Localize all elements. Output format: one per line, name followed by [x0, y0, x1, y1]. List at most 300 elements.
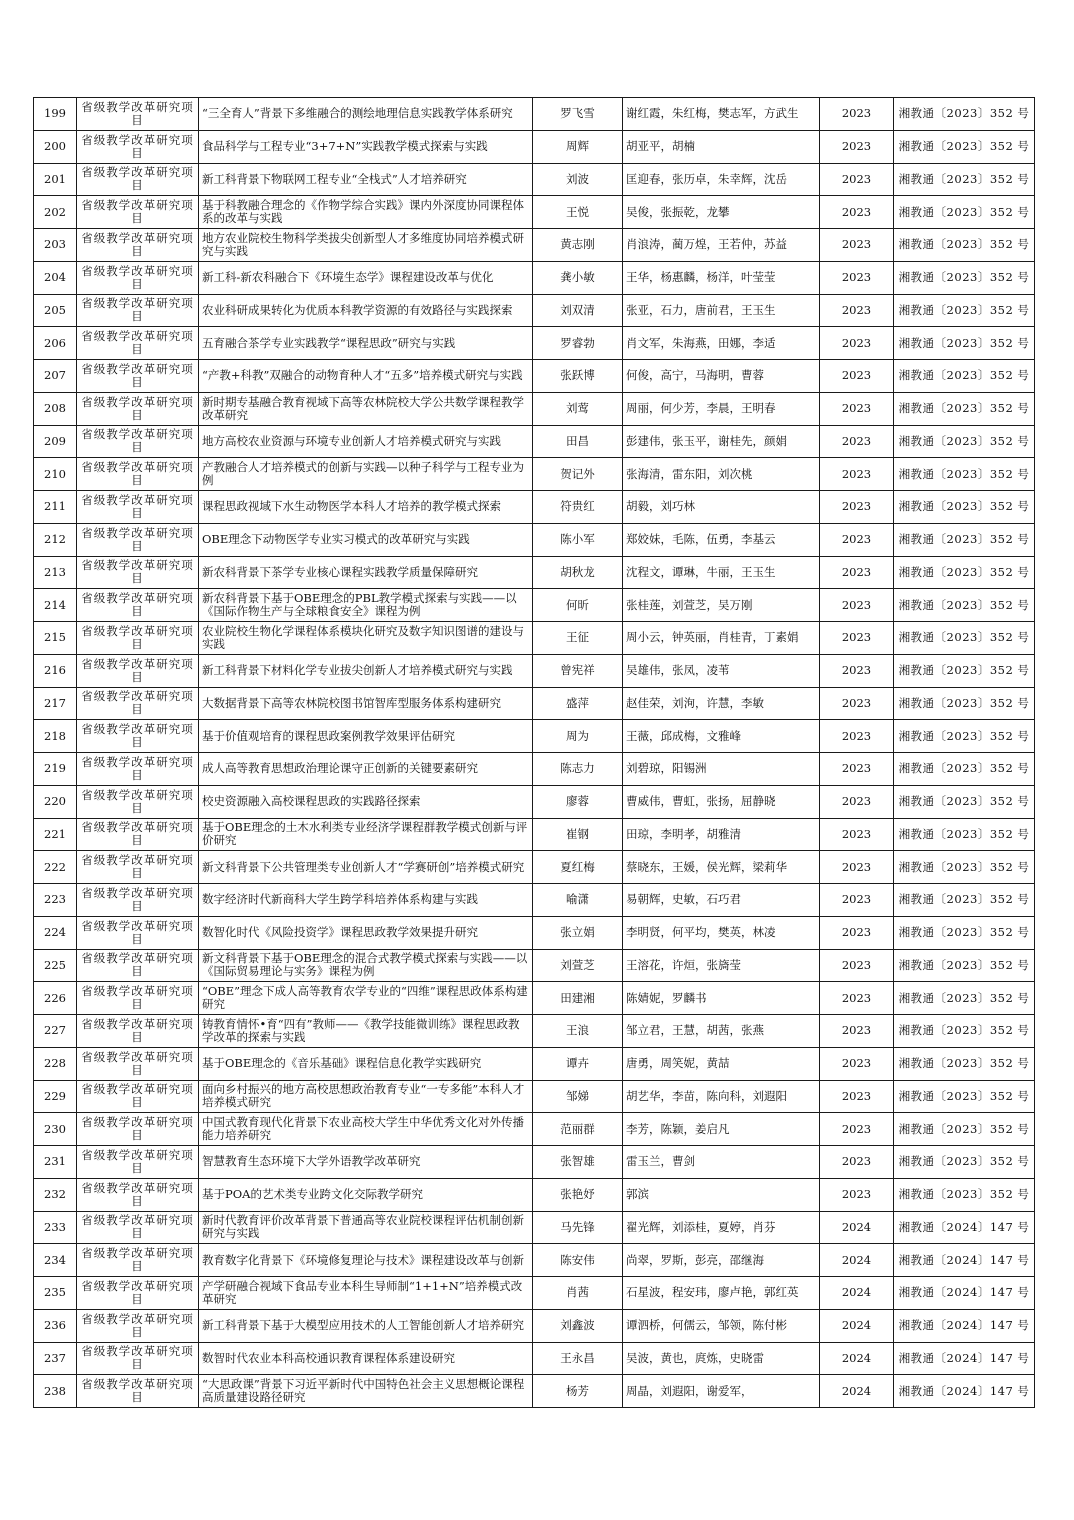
document-number-cell: 湘教通〔2023〕352 号	[894, 196, 1035, 229]
row-number-cell: 217	[34, 687, 77, 720]
table-row	[34, 229, 1035, 262]
table-row	[34, 654, 1035, 687]
project-title-cell: 基于POA的艺术类专业跨文化交际教学研究	[199, 1178, 533, 1211]
project-title-cell: 成人高等教育思想政治理论课守正创新的关键要素研究	[199, 753, 533, 786]
table-row	[34, 294, 1035, 327]
year-cell: 2024	[820, 1342, 894, 1375]
table-row	[34, 851, 1035, 884]
year-cell: 2023	[820, 491, 894, 524]
project-title-cell: 新工科背景下基于大模型应用技术的人工智能创新人才培养研究	[199, 1309, 533, 1342]
project-title-cell: 数智时代农业本科高校通识教育课程体系建设研究	[199, 1342, 533, 1375]
row-number-cell: 226	[34, 982, 77, 1015]
year-cell: 2023	[820, 1113, 894, 1146]
project-title-cell: “产教+科教”双融合的动物育种人才“五多”培养模式研究与实践	[199, 360, 533, 393]
table-row	[34, 1080, 1035, 1113]
row-number-cell: 204	[34, 261, 77, 294]
document-number-cell: 湘教通〔2023〕352 号	[894, 458, 1035, 491]
leader-cell: 黄志刚	[533, 229, 623, 262]
table-row	[34, 491, 1035, 524]
category-cell: 省级教学改革研究项目	[77, 851, 199, 884]
year-cell: 2023	[820, 360, 894, 393]
leader-cell: 崔钢	[533, 818, 623, 851]
document-number-cell: 湘教通〔2023〕352 号	[894, 392, 1035, 425]
document-number-cell: 湘教通〔2023〕352 号	[894, 1080, 1035, 1113]
project-title-cell: 基于OBE理念的《音乐基础》课程信息化教学实践研究	[199, 1047, 533, 1080]
members-cell: 张亚，石力，唐前君，王玉生	[623, 294, 820, 327]
project-list-table	[33, 97, 1035, 1408]
project-title-cell: “OBE”理念下成人高等教育农学专业的“四维”课程思政体系构建研究	[199, 982, 533, 1015]
leader-cell: 王征	[533, 622, 623, 655]
row-number-cell: 203	[34, 229, 77, 262]
project-title-cell: 新工科背景下物联网工程专业“全栈式”人才培养研究	[199, 163, 533, 196]
year-cell: 2023	[820, 261, 894, 294]
year-cell: 2023	[820, 163, 894, 196]
document-number-cell: 湘教通〔2024〕147 号	[894, 1309, 1035, 1342]
category-cell: 省级教学改革研究项目	[77, 654, 199, 687]
project-title-cell: 基于科教融合理念的《作物学综合实践》课内外深度协同课程体系的改革与实践	[199, 196, 533, 229]
year-cell: 2024	[820, 1277, 894, 1310]
members-cell: 石星波，程安玮，廖卢艳，郭红英	[623, 1277, 820, 1310]
leader-cell: 刘鑫波	[533, 1309, 623, 1342]
document-number-cell: 湘教通〔2023〕352 号	[894, 949, 1035, 982]
leader-cell: 喻潇	[533, 884, 623, 917]
leader-cell: 盛萍	[533, 687, 623, 720]
year-cell: 2024	[820, 1309, 894, 1342]
leader-cell: 王悦	[533, 196, 623, 229]
leader-cell: 曾宪祥	[533, 654, 623, 687]
table-row	[34, 720, 1035, 753]
category-cell: 省级教学改革研究项目	[77, 163, 199, 196]
row-number-cell: 206	[34, 327, 77, 360]
document-number-cell: 湘教通〔2023〕352 号	[894, 1047, 1035, 1080]
category-cell: 省级教学改革研究项目	[77, 1309, 199, 1342]
document-number-cell: 湘教通〔2024〕147 号	[894, 1342, 1035, 1375]
project-title-cell: 基于OBE理念的土木水利类专业经济学课程群教学模式创新与评价研究	[199, 818, 533, 851]
row-number-cell: 228	[34, 1047, 77, 1080]
document-number-cell: 湘教通〔2023〕352 号	[894, 294, 1035, 327]
document-number-cell: 湘教通〔2023〕352 号	[894, 229, 1035, 262]
year-cell: 2023	[820, 916, 894, 949]
document-number-cell: 湘教通〔2023〕352 号	[894, 818, 1035, 851]
document-number-cell: 湘教通〔2023〕352 号	[894, 556, 1035, 589]
category-cell: 省级教学改革研究项目	[77, 196, 199, 229]
members-cell: 吴俊，张振乾，龙攀	[623, 196, 820, 229]
project-title-cell: 新时代教育评价改革背景下普通高等农业院校课程评估机制创新研究与实践	[199, 1211, 533, 1244]
category-cell: 省级教学改革研究项目	[77, 229, 199, 262]
row-number-cell: 232	[34, 1178, 77, 1211]
leader-cell: 杨芳	[533, 1375, 623, 1408]
year-cell: 2023	[820, 720, 894, 753]
category-cell: 省级教学改革研究项目	[77, 1113, 199, 1146]
members-cell: 王薇，邱成梅，文雅峰	[623, 720, 820, 753]
row-number-cell: 231	[34, 1146, 77, 1179]
table-row	[34, 392, 1035, 425]
table-row	[34, 523, 1035, 556]
table-row	[34, 1015, 1035, 1048]
document-number-cell: 湘教通〔2023〕352 号	[894, 130, 1035, 163]
members-cell: 易朝辉，史敏，石巧君	[623, 884, 820, 917]
row-number-cell: 213	[34, 556, 77, 589]
table-row	[34, 1342, 1035, 1375]
category-cell: 省级教学改革研究项目	[77, 491, 199, 524]
row-number-cell: 230	[34, 1113, 77, 1146]
document-number-cell: 湘教通〔2023〕352 号	[894, 523, 1035, 556]
category-cell: 省级教学改革研究项目	[77, 622, 199, 655]
members-cell: 肖文军，朱海燕，田娜，李适	[623, 327, 820, 360]
members-cell: 周晶，刘遐阳，谢爱军，	[623, 1375, 820, 1408]
table-row	[34, 556, 1035, 589]
document-number-cell: 湘教通〔2023〕352 号	[894, 884, 1035, 917]
table-row	[34, 916, 1035, 949]
members-cell: 周小云，钟英丽，肖桂青，丁素娟	[623, 622, 820, 655]
table-row	[34, 360, 1035, 393]
year-cell: 2024	[820, 1375, 894, 1408]
year-cell: 2023	[820, 884, 894, 917]
row-number-cell: 212	[34, 523, 77, 556]
row-number-cell: 200	[34, 130, 77, 163]
category-cell: 省级教学改革研究项目	[77, 982, 199, 1015]
row-number-cell: 233	[34, 1211, 77, 1244]
document-number-cell: 湘教通〔2023〕352 号	[894, 982, 1035, 1015]
members-cell: 匡迎春，张历卓，朱幸辉，沈岳	[623, 163, 820, 196]
row-number-cell: 211	[34, 491, 77, 524]
leader-cell: 陈安伟	[533, 1244, 623, 1277]
year-cell: 2023	[820, 1015, 894, 1048]
project-title-cell: 产学研融合视域下食品专业本科生导师制“1+1+N”培养模式改革研究	[199, 1277, 533, 1310]
table-row	[34, 1244, 1035, 1277]
category-cell: 省级教学改革研究项目	[77, 1277, 199, 1310]
category-cell: 省级教学改革研究项目	[77, 392, 199, 425]
year-cell: 2023	[820, 851, 894, 884]
document-number-cell: 湘教通〔2023〕352 号	[894, 753, 1035, 786]
year-cell: 2023	[820, 1178, 894, 1211]
document-number-cell: 湘教通〔2023〕352 号	[894, 261, 1035, 294]
members-cell: 王溶花，许烜，张旖莹	[623, 949, 820, 982]
year-cell: 2023	[820, 130, 894, 163]
members-cell: 沈程文，谭琳，牛丽，王玉生	[623, 556, 820, 589]
leader-cell: 肖茜	[533, 1277, 623, 1310]
project-title-cell: 地方高校农业资源与环境专业创新人才培养模式研究与实践	[199, 425, 533, 458]
document-number-cell: 湘教通〔2023〕352 号	[894, 622, 1035, 655]
category-cell: 省级教学改革研究项目	[77, 687, 199, 720]
row-number-cell: 221	[34, 818, 77, 851]
members-cell: 胡亚平，胡楠	[623, 130, 820, 163]
document-number-cell: 湘教通〔2023〕352 号	[894, 589, 1035, 622]
year-cell: 2023	[820, 949, 894, 982]
document-number-cell: 湘教通〔2023〕352 号	[894, 720, 1035, 753]
category-cell: 省级教学改革研究项目	[77, 720, 199, 753]
members-cell: 张桂莲，刘萱芝，吴万刚	[623, 589, 820, 622]
category-cell: 省级教学改革研究项目	[77, 98, 199, 131]
members-cell: 李芳，陈颖，姜启凡	[623, 1113, 820, 1146]
document-number-cell: 湘教通〔2023〕352 号	[894, 491, 1035, 524]
document-number-cell: 湘教通〔2024〕147 号	[894, 1375, 1035, 1408]
members-cell: 赵佳荣，刘洵，许慧，李敏	[623, 687, 820, 720]
category-cell: 省级教学改革研究项目	[77, 294, 199, 327]
year-cell: 2023	[820, 196, 894, 229]
category-cell: 省级教学改革研究项目	[77, 556, 199, 589]
document-number-cell: 湘教通〔2024〕147 号	[894, 1211, 1035, 1244]
category-cell: 省级教学改革研究项目	[77, 884, 199, 917]
year-cell: 2023	[820, 556, 894, 589]
document-number-cell: 湘教通〔2023〕352 号	[894, 360, 1035, 393]
leader-cell: 王浪	[533, 1015, 623, 1048]
category-cell: 省级教学改革研究项目	[77, 458, 199, 491]
members-cell: 刘碧琼，阳锡洲	[623, 753, 820, 786]
project-title-cell: 新工科-新农科融合下《环境生态学》课程建设改革与优化	[199, 261, 533, 294]
table-row	[34, 1146, 1035, 1179]
project-title-cell: 产教融合人才培养模式的创新与实践—以种子科学与工程专业为例	[199, 458, 533, 491]
category-cell: 省级教学改革研究项目	[77, 1244, 199, 1277]
table-body	[34, 98, 1035, 1408]
row-number-cell: 222	[34, 851, 77, 884]
document-number-cell: 湘教通〔2023〕352 号	[894, 1146, 1035, 1179]
table-row	[34, 1277, 1035, 1310]
table-row	[34, 196, 1035, 229]
members-cell: 郭滨	[623, 1178, 820, 1211]
document-number-cell: 湘教通〔2023〕352 号	[894, 851, 1035, 884]
category-cell: 省级教学改革研究项目	[77, 785, 199, 818]
row-number-cell: 201	[34, 163, 77, 196]
row-number-cell: 225	[34, 949, 77, 982]
project-title-cell: 新工科背景下材料化学专业拔尖创新人才培养模式研究与实践	[199, 654, 533, 687]
leader-cell: 范丽群	[533, 1113, 623, 1146]
leader-cell: 周辉	[533, 130, 623, 163]
row-number-cell: 208	[34, 392, 77, 425]
category-cell: 省级教学改革研究项目	[77, 916, 199, 949]
members-cell: 李明贤，何平均，樊英，林凌	[623, 916, 820, 949]
leader-cell: 罗睿勃	[533, 327, 623, 360]
category-cell: 省级教学改革研究项目	[77, 589, 199, 622]
project-title-cell: “大思政课”背景下习近平新时代中国特色社会主义思想概论课程高质量建设路径研究	[199, 1375, 533, 1408]
row-number-cell: 220	[34, 785, 77, 818]
project-title-cell: 农业院校生物化学课程体系模块化研究及数字知识图谱的建设与实践	[199, 622, 533, 655]
members-cell: 谭泗桥，何儒云，邹领，陈付彬	[623, 1309, 820, 1342]
year-cell: 2023	[820, 622, 894, 655]
document-number-cell: 湘教通〔2023〕352 号	[894, 916, 1035, 949]
leader-cell: 张智雄	[533, 1146, 623, 1179]
table-row	[34, 622, 1035, 655]
year-cell: 2023	[820, 294, 894, 327]
leader-cell: 田建湘	[533, 982, 623, 1015]
project-title-cell: “三全育人”背景下多维融合的测绘地理信息实践教学体系研究	[199, 98, 533, 131]
members-cell: 王华，杨惠麟，杨洋，叶莹莹	[623, 261, 820, 294]
table-row	[34, 818, 1035, 851]
category-cell: 省级教学改革研究项目	[77, 130, 199, 163]
category-cell: 省级教学改革研究项目	[77, 1146, 199, 1179]
row-number-cell: 238	[34, 1375, 77, 1408]
row-number-cell: 223	[34, 884, 77, 917]
row-number-cell: 207	[34, 360, 77, 393]
project-title-cell: 铸教育情怀•育“四有”教师——《教学技能微训练》课程思政教学改革的探索与实践	[199, 1015, 533, 1048]
year-cell: 2023	[820, 1146, 894, 1179]
year-cell: 2023	[820, 589, 894, 622]
leader-cell: 马先锋	[533, 1211, 623, 1244]
category-cell: 省级教学改革研究项目	[77, 1080, 199, 1113]
table-row	[34, 261, 1035, 294]
document-number-cell: 湘教通〔2023〕352 号	[894, 654, 1035, 687]
table-row	[34, 1113, 1035, 1146]
leader-cell: 张立娟	[533, 916, 623, 949]
row-number-cell: 214	[34, 589, 77, 622]
members-cell: 尚翠，罗斯，彭亮，邵继海	[623, 1244, 820, 1277]
leader-cell: 刘莺	[533, 392, 623, 425]
row-number-cell: 210	[34, 458, 77, 491]
project-title-cell: 基于价值观培育的课程思政案例教学效果评估研究	[199, 720, 533, 753]
project-title-cell: 新时期专基融合教育视域下高等农林院校大学公共数学课程教学改革研究	[199, 392, 533, 425]
category-cell: 省级教学改革研究项目	[77, 261, 199, 294]
project-title-cell: 新农科背景下基于OBE理念的PBL教学模式探索与实践——以《国际作物生产与全球粮食安全》课程为例	[199, 589, 533, 622]
table-row	[34, 1047, 1035, 1080]
table-row	[34, 163, 1035, 196]
document-page	[33, 97, 1034, 1408]
year-cell: 2023	[820, 818, 894, 851]
row-number-cell: 237	[34, 1342, 77, 1375]
members-cell: 翟光辉，刘添桂，夏婷，肖芬	[623, 1211, 820, 1244]
row-number-cell: 219	[34, 753, 77, 786]
category-cell: 省级教学改革研究项目	[77, 1047, 199, 1080]
category-cell: 省级教学改革研究项目	[77, 753, 199, 786]
row-number-cell: 236	[34, 1309, 77, 1342]
project-title-cell: 数智化时代《风险投资学》课程思政教学效果提升研究	[199, 916, 533, 949]
members-cell: 雷玉兰，曹剑	[623, 1146, 820, 1179]
row-number-cell: 229	[34, 1080, 77, 1113]
year-cell: 2023	[820, 98, 894, 131]
table-row	[34, 785, 1035, 818]
table-row	[34, 753, 1035, 786]
project-title-cell: 新文科背景下基于OBE理念的混合式教学模式探索与实践——以《国际贸易理论与实务》课程为例	[199, 949, 533, 982]
category-cell: 省级教学改革研究项目	[77, 1178, 199, 1211]
year-cell: 2023	[820, 687, 894, 720]
document-number-cell: 湘教通〔2023〕352 号	[894, 425, 1035, 458]
members-cell: 何俊，高宁，马海明，曹蓉	[623, 360, 820, 393]
row-number-cell: 209	[34, 425, 77, 458]
table-row	[34, 884, 1035, 917]
year-cell: 2023	[820, 785, 894, 818]
leader-cell: 刘波	[533, 163, 623, 196]
category-cell: 省级教学改革研究项目	[77, 1015, 199, 1048]
members-cell: 彭建伟，张玉平，谢桂先，颜娟	[623, 425, 820, 458]
document-number-cell: 湘教通〔2023〕352 号	[894, 1113, 1035, 1146]
category-cell: 省级教学改革研究项目	[77, 1211, 199, 1244]
project-title-cell: 地方农业院校生物科学类拔尖创新型人才多维度协同培养模式研究与实践	[199, 229, 533, 262]
year-cell: 2023	[820, 229, 894, 262]
leader-cell: 陈志力	[533, 753, 623, 786]
category-cell: 省级教学改革研究项目	[77, 523, 199, 556]
table-row	[34, 425, 1035, 458]
category-cell: 省级教学改革研究项目	[77, 949, 199, 982]
members-cell: 陈婧妮，罗麟书	[623, 982, 820, 1015]
document-number-cell: 湘教通〔2023〕352 号	[894, 1178, 1035, 1211]
document-number-cell: 湘教通〔2023〕352 号	[894, 163, 1035, 196]
year-cell: 2023	[820, 1047, 894, 1080]
project-title-cell: 大数据背景下高等农林院校图书馆智库型服务体系构建研究	[199, 687, 533, 720]
leader-cell: 田昌	[533, 425, 623, 458]
table-row	[34, 1178, 1035, 1211]
table-row	[34, 1211, 1035, 1244]
leader-cell: 刘萱芝	[533, 949, 623, 982]
row-number-cell: 218	[34, 720, 77, 753]
table-row	[34, 589, 1035, 622]
leader-cell: 周为	[533, 720, 623, 753]
row-number-cell: 216	[34, 654, 77, 687]
project-title-cell: 食品科学与工程专业“3+7+N”实践教学模式探索与实践	[199, 130, 533, 163]
table-row	[34, 687, 1035, 720]
members-cell: 谢红霞，朱红梅，樊志军，方武生	[623, 98, 820, 131]
category-cell: 省级教学改革研究项目	[77, 360, 199, 393]
category-cell: 省级教学改革研究项目	[77, 425, 199, 458]
members-cell: 吴波，黄也，庹炼，史晓雷	[623, 1342, 820, 1375]
year-cell: 2023	[820, 327, 894, 360]
row-number-cell: 215	[34, 622, 77, 655]
members-cell: 郑姣妹，毛陈，伍勇，李基云	[623, 523, 820, 556]
table-row	[34, 1375, 1035, 1408]
project-title-cell: 面向乡村振兴的地方高校思想政治教育专业“一专多能”本科人才培养模式研究	[199, 1080, 533, 1113]
row-number-cell: 199	[34, 98, 77, 131]
year-cell: 2024	[820, 1244, 894, 1277]
category-cell: 省级教学改革研究项目	[77, 1375, 199, 1408]
project-title-cell: 新文科背景下公共管理类专业创新人才“学赛研创”培养模式研究	[199, 851, 533, 884]
year-cell: 2023	[820, 523, 894, 556]
project-title-cell: 农业科研成果转化为优质本科教学资源的有效路径与实践探索	[199, 294, 533, 327]
project-title-cell: 五育融合茶学专业实践教学“课程思政”研究与实践	[199, 327, 533, 360]
document-number-cell: 湘教通〔2023〕352 号	[894, 687, 1035, 720]
table-row	[34, 982, 1035, 1015]
leader-cell: 符贵红	[533, 491, 623, 524]
table-row	[34, 949, 1035, 982]
members-cell: 吴雄伟，张凤，凌苇	[623, 654, 820, 687]
project-title-cell: 校史资源融入高校课程思政的实践路径探索	[199, 785, 533, 818]
document-number-cell: 湘教通〔2023〕352 号	[894, 327, 1035, 360]
members-cell: 蔡晓东，王媛，侯光辉，梁莉华	[623, 851, 820, 884]
members-cell: 胡毅，刘巧林	[623, 491, 820, 524]
leader-cell: 贺记外	[533, 458, 623, 491]
year-cell: 2023	[820, 982, 894, 1015]
project-title-cell: 课程思政视域下水生动物医学本科人才培养的教学模式探索	[199, 491, 533, 524]
year-cell: 2024	[820, 1211, 894, 1244]
document-number-cell: 湘教通〔2023〕352 号	[894, 1015, 1035, 1048]
category-cell: 省级教学改革研究项目	[77, 1342, 199, 1375]
project-title-cell: 智慧教育生态环境下大学外语教学改革研究	[199, 1146, 533, 1179]
members-cell: 周丽，何少芳，李晨，王明春	[623, 392, 820, 425]
leader-cell: 胡秋龙	[533, 556, 623, 589]
table-row	[34, 458, 1035, 491]
table-row	[34, 1309, 1035, 1342]
leader-cell: 谭卉	[533, 1047, 623, 1080]
leader-cell: 王永昌	[533, 1342, 623, 1375]
members-cell: 胡艺华，李苗，陈向科，刘遐阳	[623, 1080, 820, 1113]
category-cell: 省级教学改革研究项目	[77, 327, 199, 360]
leader-cell: 何昕	[533, 589, 623, 622]
year-cell: 2023	[820, 753, 894, 786]
members-cell: 田琼，李明孝，胡雅清	[623, 818, 820, 851]
leader-cell: 张艳妤	[533, 1178, 623, 1211]
year-cell: 2023	[820, 425, 894, 458]
year-cell: 2023	[820, 654, 894, 687]
leader-cell: 陈小军	[533, 523, 623, 556]
row-number-cell: 202	[34, 196, 77, 229]
row-number-cell: 224	[34, 916, 77, 949]
leader-cell: 刘双清	[533, 294, 623, 327]
document-number-cell: 湘教通〔2023〕352 号	[894, 785, 1035, 818]
project-title-cell: 教育数字化背景下《环境修复理论与技术》课程建设改革与创新	[199, 1244, 533, 1277]
row-number-cell: 235	[34, 1277, 77, 1310]
year-cell: 2023	[820, 392, 894, 425]
table-row	[34, 327, 1035, 360]
project-title-cell: 中国式教育现代化背景下农业高校大学生中华优秀文化对外传播能力培养研究	[199, 1113, 533, 1146]
table-row	[34, 130, 1035, 163]
year-cell: 2023	[820, 1080, 894, 1113]
